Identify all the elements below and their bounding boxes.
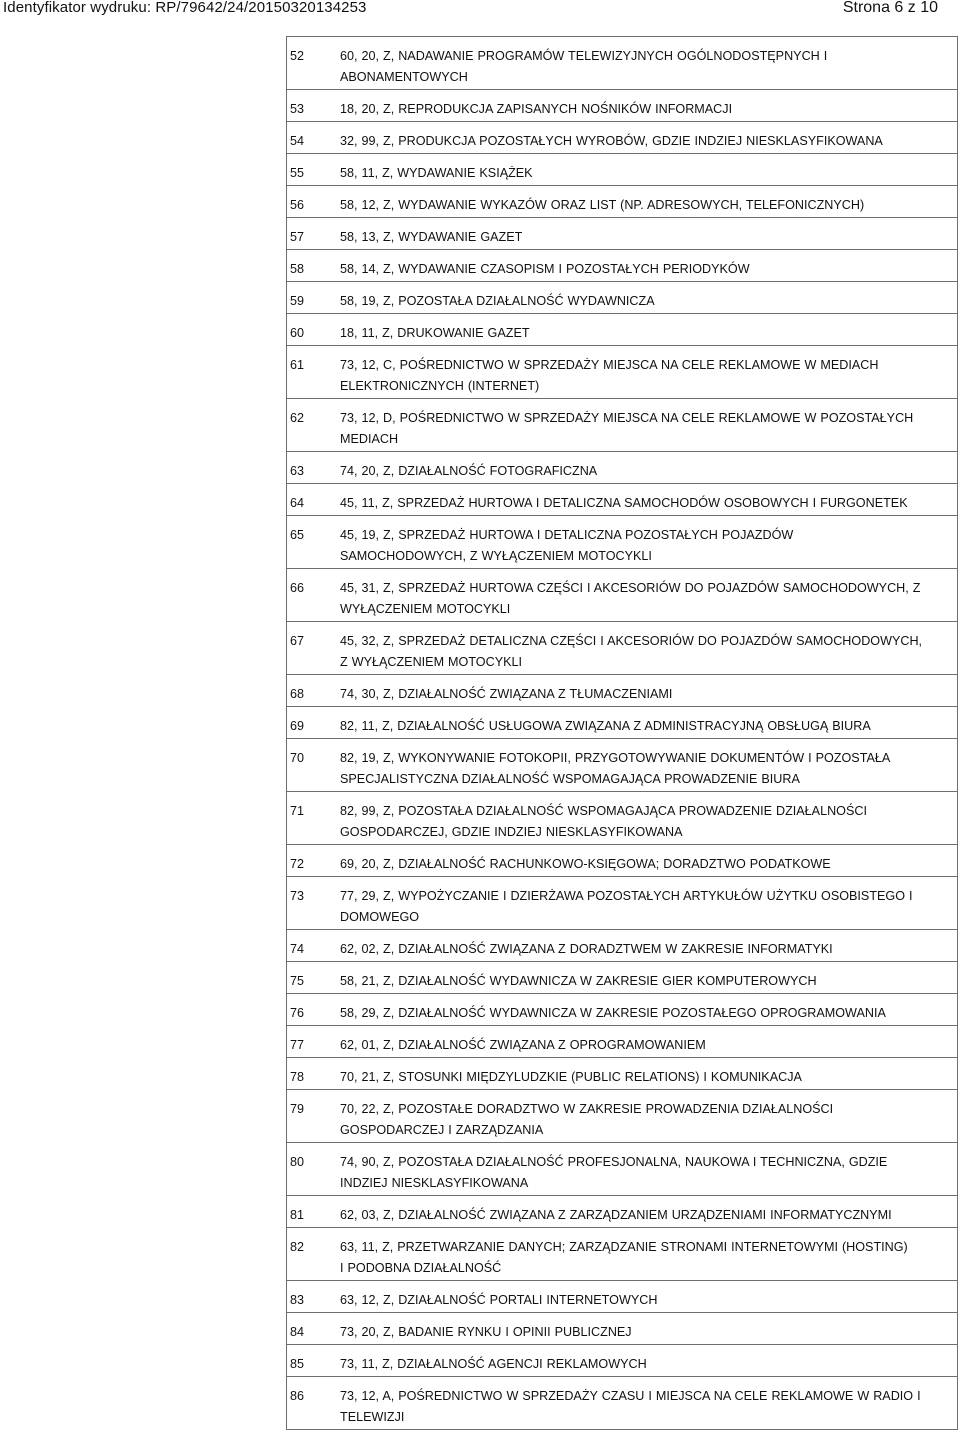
table-row xyxy=(287,1281,958,1313)
table-body xyxy=(287,37,958,1430)
table-row xyxy=(287,250,958,282)
activity-description: 45, 31, Z, SPRZEDAŻ HURTOWA CZĘŚCI I AKCESORIÓW DO POJAZDÓW SAMOCHODOWYCH, Z WYŁĄCZENIEM MOTOCYKLI xyxy=(330,569,958,622)
activity-description: 73, 20, Z, BADANIE RYNKU I OPINII PUBLICZNEJ xyxy=(330,1313,958,1345)
row-number: 79 xyxy=(287,1090,331,1143)
table-row xyxy=(287,154,958,186)
table-row xyxy=(287,930,958,962)
table-row xyxy=(287,792,958,845)
row-number: 70 xyxy=(287,739,331,792)
row-number: 64 xyxy=(287,484,331,516)
row-number: 80 xyxy=(287,1143,331,1196)
table-row xyxy=(287,1377,958,1430)
row-number: 78 xyxy=(287,1058,331,1090)
activity-description: 18, 20, Z, REPRODUKCJA ZAPISANYCH NOŚNIKÓW INFORMACJI xyxy=(330,90,958,122)
row-number: 73 xyxy=(287,877,331,930)
table-row xyxy=(287,622,958,675)
row-number: 81 xyxy=(287,1196,331,1228)
row-number: 82 xyxy=(287,1228,331,1281)
row-number: 62 xyxy=(287,399,331,452)
activity-description: 58, 12, Z, WYDAWANIE WYKAZÓW ORAZ LIST (NP. ADRESOWYCH, TELEFONICZNYCH) xyxy=(330,186,958,218)
activity-description: 18, 11, Z, DRUKOWANIE GAZET xyxy=(330,314,958,346)
table-row xyxy=(287,1058,958,1090)
table-row xyxy=(287,1143,958,1196)
table-row xyxy=(287,962,958,994)
row-number: 71 xyxy=(287,792,331,845)
table-row xyxy=(287,1090,958,1143)
row-number: 54 xyxy=(287,122,331,154)
row-number: 58 xyxy=(287,250,331,282)
activity-description: 60, 20, Z, NADAWANIE PROGRAMÓW TELEWIZYJNYCH OGÓLNODOSTĘPNYCH I ABONAMENTOWYCH xyxy=(330,37,958,90)
table-row xyxy=(287,739,958,792)
table-row xyxy=(287,452,958,484)
activity-description: 63, 12, Z, DZIAŁALNOŚĆ PORTALI INTERNETOWYCH xyxy=(330,1281,958,1313)
activity-description: 62, 01, Z, DZIAŁALNOŚĆ ZWIĄZANA Z OPROGRAMOWANIEM xyxy=(330,1026,958,1058)
activity-description: 58, 19, Z, POZOSTAŁA DZIAŁALNOŚĆ WYDAWNICZA xyxy=(330,282,958,314)
table-row xyxy=(287,314,958,346)
activity-description: 73, 12, A, POŚREDNICTWO W SPRZEDAŻY CZASU I MIEJSCA NA CELE REKLAMOWE W RADIO I TELEWIZJI xyxy=(330,1377,958,1430)
activity-description: 45, 32, Z, SPRZEDAŻ DETALICZNA CZĘŚCI I AKCESORIÓW DO POJAZDÓW SAMOCHODOWYCH, Z WYŁĄCZENIEM MOTOCYKLI xyxy=(330,622,958,675)
activity-description: 82, 99, Z, POZOSTAŁA DZIAŁALNOŚĆ WSPOMAGAJĄCA PROWADZENIE DZIAŁALNOŚCI GOSPODARCZEJ, GDZIE INDZIEJ NIESKLASYFIKOWANA xyxy=(330,792,958,845)
table-row xyxy=(287,845,958,877)
activity-description: 74, 20, Z, DZIAŁALNOŚĆ FOTOGRAFICZNA xyxy=(330,452,958,484)
table-row xyxy=(287,90,958,122)
activity-description: 74, 90, Z, POZOSTAŁA DZIAŁALNOŚĆ PROFESJONALNA, NAUKOWA I TECHNICZNA, GDZIE INDZIEJ NIESKLASYFIKOWANA xyxy=(330,1143,958,1196)
row-number: 56 xyxy=(287,186,331,218)
activity-description: 82, 19, Z, WYKONYWANIE FOTOKOPII, PRZYGOTOWYWANIE DOKUMENTÓW I POZOSTAŁA SPECJALISTYCZNA DZIAŁALNOŚĆ WSPOMAGAJĄCA PROWADZENIE BIURA xyxy=(330,739,958,792)
table-row xyxy=(287,994,958,1026)
table-row xyxy=(287,1196,958,1228)
activity-description: 62, 02, Z, DZIAŁALNOŚĆ ZWIĄZANA Z DORADZTWEM W ZAKRESIE INFORMATYKI xyxy=(330,930,958,962)
row-number: 85 xyxy=(287,1345,331,1377)
row-number: 53 xyxy=(287,90,331,122)
table-row xyxy=(287,399,958,452)
table-row xyxy=(287,484,958,516)
row-number: 59 xyxy=(287,282,331,314)
page-header xyxy=(0,0,960,18)
table-row xyxy=(287,569,958,622)
table-row xyxy=(287,707,958,739)
row-number: 69 xyxy=(287,707,331,739)
table-row xyxy=(287,1026,958,1058)
activity-description: 74, 30, Z, DZIAŁALNOŚĆ ZWIĄZANA Z TŁUMACZENIAMI xyxy=(330,675,958,707)
activity-description: 58, 21, Z, DZIAŁALNOŚĆ WYDAWNICZA W ZAKRESIE GIER KOMPUTEROWYCH xyxy=(330,962,958,994)
activity-description: 32, 99, Z, PRODUKCJA POZOSTAŁYCH WYROBÓW, GDZIE INDZIEJ NIESKLASYFIKOWANA xyxy=(330,122,958,154)
activity-description: 73, 11, Z, DZIAŁALNOŚĆ AGENCJI REKLAMOWYCH xyxy=(330,1345,958,1377)
row-number: 77 xyxy=(287,1026,331,1058)
activity-description: 77, 29, Z, WYPOŻYCZANIE I DZIERŻAWA POZOSTAŁYCH ARTYKUŁÓW UŻYTKU OSOBISTEGO I DOMOWEGO xyxy=(330,877,958,930)
activity-description: 73, 12, C, POŚREDNICTWO W SPRZEDAŻY MIEJSCA NA CELE REKLAMOWE W MEDIACH ELEKTRONICZNYCH (INTERNET) xyxy=(330,346,958,399)
row-number: 67 xyxy=(287,622,331,675)
table-row xyxy=(287,877,958,930)
activity-description: 58, 29, Z, DZIAŁALNOŚĆ WYDAWNICZA W ZAKRESIE POZOSTAŁEGO OPROGRAMOWANIA xyxy=(330,994,958,1026)
row-number: 65 xyxy=(287,516,331,569)
activity-description: 69, 20, Z, DZIAŁALNOŚĆ RACHUNKOWO-KSIĘGOWA; DORADZTWO PODATKOWE xyxy=(330,845,958,877)
activity-description: 58, 13, Z, WYDAWANIE GAZET xyxy=(330,218,958,250)
table-row xyxy=(287,37,958,90)
pkd-activity-table xyxy=(286,36,958,1430)
table-row xyxy=(287,122,958,154)
table-row xyxy=(287,282,958,314)
table-row xyxy=(287,186,958,218)
activity-description: 70, 21, Z, STOSUNKI MIĘDZYLUDZKIE (PUBLIC RELATIONS) I KOMUNIKACJA xyxy=(330,1058,958,1090)
row-number: 55 xyxy=(287,154,331,186)
row-number: 60 xyxy=(287,314,331,346)
row-number: 72 xyxy=(287,845,331,877)
activity-description: 45, 11, Z, SPRZEDAŻ HURTOWA I DETALICZNA SAMOCHODÓW OSOBOWYCH I FURGONETEK xyxy=(330,484,958,516)
activity-description: 45, 19, Z, SPRZEDAŻ HURTOWA I DETALICZNA POZOSTAŁYCH POJAZDÓW SAMOCHODOWYCH, Z WYŁĄCZENIEM MOTOCYKLI xyxy=(330,516,958,569)
row-number: 86 xyxy=(287,1377,331,1430)
row-number: 66 xyxy=(287,569,331,622)
activity-description: 73, 12, D, POŚREDNICTWO W SPRZEDAŻY MIEJSCA NA CELE REKLAMOWE W POZOSTAŁYCH MEDIACH xyxy=(330,399,958,452)
activity-description: 63, 11, Z, PRZETWARZANIE DANYCH; ZARZĄDZANIE STRONAMI INTERNETOWYMI (HOSTING) I PODOBNA DZIAŁALNOŚĆ xyxy=(330,1228,958,1281)
print-identifier: Identyfikator wydruku: RP/79642/24/20150320134253 xyxy=(3,0,367,16)
table-row xyxy=(287,1313,958,1345)
row-number: 52 xyxy=(287,37,331,90)
row-number: 57 xyxy=(287,218,331,250)
row-number: 61 xyxy=(287,346,331,399)
row-number: 68 xyxy=(287,675,331,707)
activity-description: 70, 22, Z, POZOSTAŁE DORADZTWO W ZAKRESIE PROWADZENIA DZIAŁALNOŚCI GOSPODARCZEJ I ZARZĄDZANIA xyxy=(330,1090,958,1143)
row-number: 63 xyxy=(287,452,331,484)
activity-description: 58, 14, Z, WYDAWANIE CZASOPISM I POZOSTAŁYCH PERIODYKÓW xyxy=(330,250,958,282)
table-row xyxy=(287,1228,958,1281)
row-number: 76 xyxy=(287,994,331,1026)
activity-description: 62, 03, Z, DZIAŁALNOŚĆ ZWIĄZANA Z ZARZĄDZANIEM URZĄDZENIAMI INFORMATYCZNYMI xyxy=(330,1196,958,1228)
activity-description: 82, 11, Z, DZIAŁALNOŚĆ USŁUGOWA ZWIĄZANA Z ADMINISTRACYJNĄ OBSŁUGĄ BIURA xyxy=(330,707,958,739)
table-row xyxy=(287,675,958,707)
activity-description: 58, 11, Z, WYDAWANIE KSIĄŻEK xyxy=(330,154,958,186)
table-row xyxy=(287,218,958,250)
page-number: Strona 6 z 10 xyxy=(842,0,938,16)
table-row xyxy=(287,346,958,399)
row-number: 84 xyxy=(287,1313,331,1345)
table-row xyxy=(287,1345,958,1377)
row-number: 83 xyxy=(287,1281,331,1313)
row-number: 74 xyxy=(287,930,331,962)
row-number: 75 xyxy=(287,962,331,994)
table-row xyxy=(287,516,958,569)
